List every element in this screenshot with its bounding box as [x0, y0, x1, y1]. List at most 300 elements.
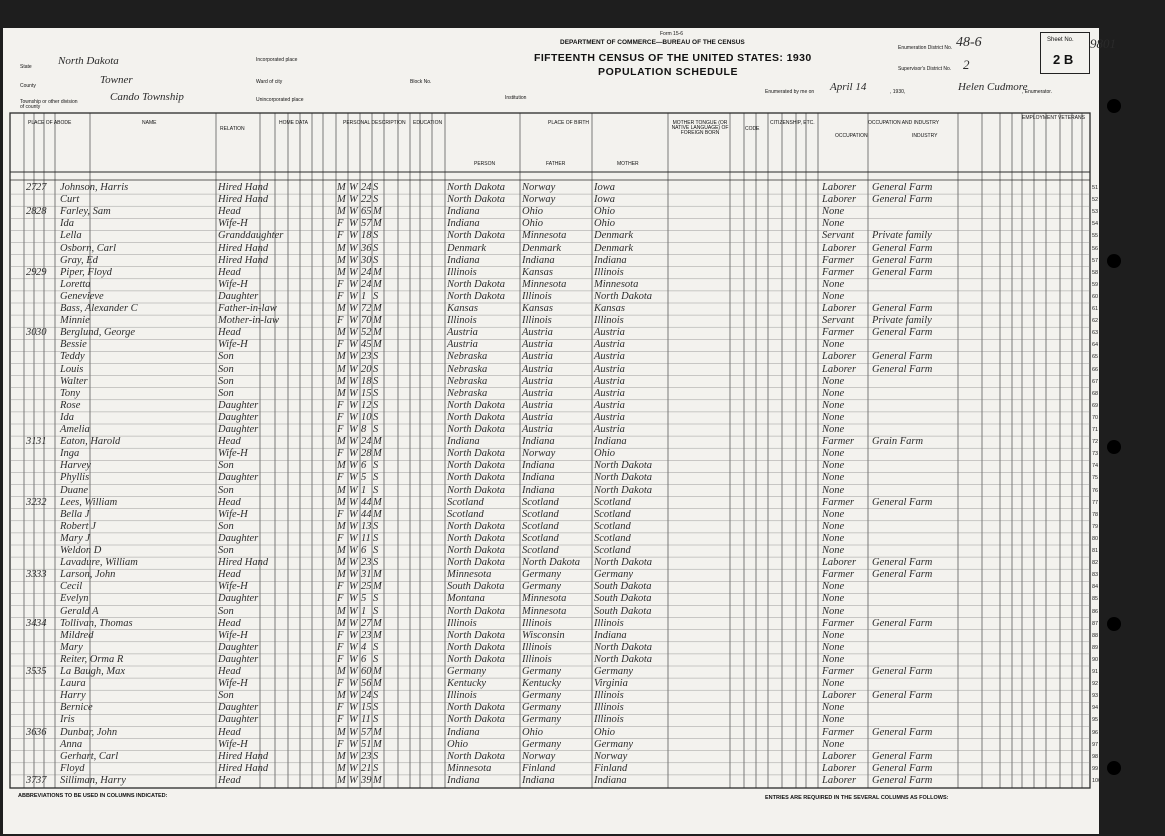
mother-birthplace: Scotland [594, 532, 631, 544]
head-mother: MOTHER [617, 161, 639, 167]
marital-status: M [373, 315, 382, 327]
father-birthplace: Austria [522, 375, 553, 387]
occupation: None [822, 641, 845, 653]
mother-birthplace: Scotland [594, 545, 631, 556]
dwelling-number: 34 [26, 617, 37, 629]
industry: General Farm [872, 557, 933, 569]
race: W [349, 242, 358, 254]
mother-birthplace: Illinois [594, 690, 624, 702]
father-birthplace: Kansas [522, 266, 553, 278]
race: W [349, 545, 358, 556]
family-number: 27 [36, 182, 47, 193]
father-birthplace: Germany [522, 581, 562, 593]
table-row [0, 727, 1165, 739]
row-number: 87 [1092, 620, 1099, 627]
sheet-value: 2 B [1053, 52, 1074, 67]
group-home-data: HOME DATA [279, 120, 308, 126]
mother-birthplace: South Dakota [594, 593, 652, 605]
township-label: Township or other division of county [20, 99, 78, 110]
sex: F [337, 411, 344, 423]
mother-birthplace: Austria [594, 424, 625, 435]
race: W [349, 448, 358, 460]
relationship: Head [218, 569, 241, 581]
relationship: Son [218, 363, 234, 375]
birthplace: North Dakota [447, 641, 506, 653]
mother-birthplace: Norway [594, 750, 628, 762]
person-name: Ida [60, 218, 74, 230]
relationship: Son [218, 460, 234, 472]
race: W [349, 617, 358, 629]
mother-birthplace: Austria [594, 387, 625, 399]
occupation: Farmer [822, 617, 855, 629]
father-birthplace: Scotland [522, 520, 559, 532]
entries-note: ENTRIES ARE REQUIRED IN THE SEVERAL COLUMNS AS FOLLOWS: [765, 795, 949, 801]
occupation: Farmer [822, 254, 855, 266]
row-number: 64 [1092, 342, 1099, 349]
person-name: Phyllis [60, 472, 90, 484]
race: W [349, 726, 358, 738]
age: 24 [361, 278, 372, 290]
occupation: None [822, 424, 845, 435]
age: 23 [361, 750, 372, 762]
institution-label: Institution [505, 95, 527, 101]
father-birthplace: Wisconsin [522, 629, 565, 641]
occupation: None [822, 206, 845, 218]
person-name: Gerhart, Carl [60, 750, 119, 762]
occupation: None [822, 593, 845, 605]
birthplace: Indiana [447, 254, 480, 266]
row-number: 93 [1092, 693, 1099, 700]
dwelling-number: 30 [26, 327, 37, 339]
marital-status: M [373, 448, 382, 460]
marital-status: M [373, 726, 382, 738]
family-number: 35 [36, 666, 47, 677]
dwelling-number: 32 [26, 496, 37, 508]
relationship: Granddaughter [218, 230, 284, 242]
race: W [349, 339, 358, 351]
row-number: 97 [1092, 741, 1099, 748]
father-birthplace: Norway [522, 182, 556, 193]
sex: F [337, 399, 344, 411]
county-label: County [20, 83, 36, 89]
father-birthplace: Germany [522, 569, 562, 581]
occupation: None [822, 605, 845, 617]
table-row [0, 666, 1165, 678]
industry: General Farm [872, 774, 933, 786]
occupation: Servant [822, 315, 855, 327]
age: 57 [361, 726, 372, 738]
age: 52 [361, 327, 372, 339]
family-number: 33 [36, 569, 47, 581]
birthplace: Germany [447, 666, 487, 677]
person-name: Amelia [60, 424, 90, 435]
age: 20 [361, 363, 372, 375]
industry: General Farm [872, 690, 933, 702]
birthplace: Scotland [447, 508, 484, 520]
race: W [349, 653, 358, 665]
birthplace: North Dakota [447, 460, 506, 472]
table-row [0, 739, 1165, 751]
group-code: CODE [745, 126, 760, 132]
marital-status: M [373, 218, 382, 230]
marital-status: S [373, 605, 379, 617]
dwelling-number: 36 [26, 726, 37, 738]
father-birthplace: Scotland [522, 496, 559, 508]
father-birthplace: Kentucky [522, 678, 562, 690]
ed-label: Enumeration District No. [898, 45, 953, 51]
family-number: 28 [36, 206, 47, 218]
birthplace: Indiana [447, 726, 480, 738]
row-number: 99 [1092, 765, 1099, 772]
mother-birthplace: North Dakota [594, 484, 653, 496]
birthplace: North Dakota [447, 399, 506, 411]
relationship: Hired Hand [218, 557, 269, 569]
person-name: Walter [60, 375, 88, 387]
age: 1 [361, 290, 367, 302]
dwelling-number: 28 [26, 206, 37, 218]
occupation: None [822, 375, 845, 387]
birthplace: Nebraska [447, 351, 488, 363]
sex: M [337, 569, 346, 581]
table-row [0, 678, 1165, 690]
relationship: Daughter [218, 424, 259, 435]
relationship: Daughter [218, 593, 259, 605]
mother-birthplace: North Dakota [594, 460, 653, 472]
race: W [349, 666, 358, 677]
row-number: 69 [1092, 402, 1099, 409]
relationship: Son [218, 375, 234, 387]
birthplace: Indiana [447, 774, 480, 786]
relationship: Daughter [218, 290, 259, 302]
age: 24 [361, 266, 372, 278]
schedule-title: POPULATION SCHEDULE [598, 66, 739, 78]
person-name: Tony [60, 387, 81, 399]
marital-status: S [373, 750, 379, 762]
age: 22 [361, 194, 372, 206]
dwelling-number: 27 [26, 182, 37, 193]
mother-birthplace: North Dakota [594, 641, 653, 653]
person-name: Teddy [60, 351, 85, 363]
father-birthplace: North Dakota [522, 557, 581, 569]
age: 27 [361, 617, 372, 629]
head-industry: INDUSTRY [912, 133, 938, 139]
table-row [0, 230, 1165, 242]
row-number: 68 [1092, 390, 1099, 397]
row-number: 88 [1092, 632, 1099, 639]
row-number: 98 [1092, 753, 1099, 760]
person-name: Reiter, Orma R [60, 653, 124, 665]
mother-birthplace: Germany [594, 738, 634, 750]
state-value: North Dakota [58, 55, 119, 67]
group-employment: EMPLOYMENT [1022, 115, 1058, 121]
mother-birthplace: Finland [594, 762, 628, 774]
abbreviations-title: ABBREVIATIONS TO BE USED IN COLUMNS INDICATED: [18, 793, 168, 799]
marital-status: M [373, 508, 382, 520]
father-birthplace: Illinois [522, 290, 552, 302]
mother-birthplace: Austria [594, 339, 625, 351]
person-name: Silliman, Harry [60, 774, 126, 786]
occupation: None [822, 484, 845, 496]
sex: F [337, 508, 344, 520]
sex: F [337, 218, 344, 230]
table-row [0, 509, 1165, 521]
occupation: Farmer [822, 266, 855, 278]
table-row [0, 424, 1165, 436]
birthplace: Illinois [447, 690, 477, 702]
row-number: 52 [1092, 197, 1099, 204]
industry: Private family [872, 315, 932, 327]
table-row [0, 267, 1165, 279]
occupation: None [822, 290, 845, 302]
table-row [0, 618, 1165, 630]
sex: M [337, 194, 346, 206]
age: 65 [361, 206, 372, 218]
race: W [349, 690, 358, 702]
occupation: Laborer [822, 182, 857, 193]
occupation: Farmer [822, 436, 855, 448]
person-name: Iris [60, 714, 75, 726]
table-row [0, 400, 1165, 412]
row-number: 63 [1092, 330, 1099, 337]
table-row [0, 763, 1165, 775]
group-name: NAME [142, 120, 157, 126]
person-name: Bass, Alexander C [60, 303, 138, 314]
race: W [349, 605, 358, 617]
birthplace: Illinois [447, 617, 477, 629]
marital-status: S [373, 702, 379, 714]
father-birthplace: Austria [522, 363, 553, 375]
age: 23 [361, 557, 372, 569]
race: W [349, 508, 358, 520]
mother-birthplace: South Dakota [594, 581, 652, 593]
relationship: Daughter [218, 532, 259, 544]
family-number: 34 [36, 617, 47, 629]
birthplace: Kentucky [447, 678, 487, 690]
person-name: Floyd [60, 762, 85, 774]
sex: F [337, 653, 344, 665]
birthplace: Minnesota [447, 762, 492, 774]
race: W [349, 218, 358, 230]
relationship: Son [218, 690, 234, 702]
mother-birthplace: Indiana [594, 254, 627, 266]
race: W [349, 762, 358, 774]
ward-label: Ward of city [256, 79, 283, 85]
race: W [349, 399, 358, 411]
mother-birthplace: Illinois [594, 714, 624, 726]
table-row [0, 194, 1165, 206]
father-birthplace: Indiana [522, 484, 555, 496]
mother-birthplace: Illinois [594, 702, 624, 714]
row-number: 76 [1092, 487, 1099, 494]
person-name: Minnie [60, 315, 90, 327]
age: 36 [361, 242, 372, 254]
birthplace: North Dakota [447, 702, 506, 714]
father-birthplace: Germany [522, 738, 562, 750]
age: 45 [361, 339, 372, 351]
industry: General Farm [872, 194, 933, 206]
marital-status: M [373, 266, 382, 278]
race: W [349, 278, 358, 290]
race: W [349, 714, 358, 726]
sex: F [337, 714, 344, 726]
dwelling-number: 33 [26, 569, 37, 581]
occupation: Laborer [822, 194, 857, 206]
age: 30 [361, 254, 372, 266]
age: 10 [361, 411, 372, 423]
table-row [0, 485, 1165, 497]
occupation: None [822, 629, 845, 641]
person-name: Harry [60, 690, 86, 702]
industry: General Farm [872, 726, 933, 738]
sex: M [337, 617, 346, 629]
marital-status: S [373, 182, 379, 193]
sex: M [337, 520, 346, 532]
race: W [349, 266, 358, 278]
occupation: Laborer [822, 557, 857, 569]
row-number: 78 [1092, 511, 1099, 518]
occupation: None [822, 460, 845, 472]
table-row [0, 255, 1165, 267]
sex: F [337, 290, 344, 302]
table-row [0, 521, 1165, 533]
father-birthplace: Ohio [522, 206, 543, 218]
marital-status: S [373, 242, 379, 254]
mother-birthplace: Indiana [594, 436, 627, 448]
father-birthplace: Minnesota [522, 593, 567, 605]
father-birthplace: Denmark [522, 242, 562, 254]
father-birthplace: Austria [522, 411, 553, 423]
relationship: Head [218, 774, 241, 786]
group-mother-tongue: MOTHER TONGUE (OR NATIVE LANGUAGE) OF FOREIGN BORN [671, 120, 729, 136]
table-row [0, 714, 1165, 726]
race: W [349, 460, 358, 472]
marital-status: M [373, 303, 382, 314]
person-name: Piper, Floyd [60, 266, 112, 278]
person-name: Louis [60, 363, 84, 375]
row-number: 73 [1092, 451, 1099, 458]
age: 8 [361, 424, 367, 435]
industry: General Farm [872, 266, 933, 278]
marital-status: S [373, 557, 379, 569]
family-number: 30 [36, 327, 47, 339]
relationship: Daughter [218, 411, 259, 423]
relationship: Daughter [218, 714, 259, 726]
relationship: Hired Hand [218, 750, 269, 762]
table-row [0, 751, 1165, 763]
race: W [349, 387, 358, 399]
occupation: Farmer [822, 726, 855, 738]
industry: General Farm [872, 617, 933, 629]
row-number: 75 [1092, 475, 1099, 482]
group-personal-description: PERSONAL DESCRIPTION [343, 120, 406, 126]
age: 11 [361, 714, 371, 726]
race: W [349, 569, 358, 581]
mother-birthplace: Virginia [594, 678, 628, 690]
marital-status: S [373, 472, 379, 484]
age: 1 [361, 484, 367, 496]
row-number: 58 [1092, 269, 1099, 276]
father-birthplace: Indiana [522, 774, 555, 786]
row-number: 77 [1092, 499, 1099, 506]
mother-birthplace: Denmark [594, 230, 634, 242]
table-row [0, 218, 1165, 230]
birthplace: North Dakota [447, 411, 506, 423]
birthplace: North Dakota [447, 532, 506, 544]
relationship: Daughter [218, 472, 259, 484]
county-value: Towner [100, 74, 133, 86]
marital-status: S [373, 387, 379, 399]
industry: General Farm [872, 569, 933, 581]
family-number: 32 [36, 496, 47, 508]
relationship: Hired Hand [218, 194, 269, 206]
family-number: 29 [36, 266, 47, 278]
occupation: None [822, 653, 845, 665]
race: W [349, 557, 358, 569]
birthplace: North Dakota [447, 520, 506, 532]
row-number: 81 [1092, 548, 1099, 554]
person-name: Evelyn [60, 593, 89, 605]
relationship: Hired Hand [218, 242, 269, 254]
person-name: Berglund, George [60, 327, 136, 339]
enumerated-date: April 14 [830, 81, 867, 93]
age: 31 [361, 569, 372, 581]
mother-birthplace: Illinois [594, 617, 624, 629]
person-name: Gray, Ed [60, 254, 98, 266]
sex: F [337, 339, 344, 351]
birthplace: North Dakota [447, 278, 506, 290]
race: W [349, 194, 358, 206]
birthplace: South Dakota [447, 581, 505, 593]
relationship: Father-in-law [218, 303, 277, 314]
birthplace: North Dakota [447, 714, 506, 726]
person-name: Tollivan, Thomas [60, 617, 133, 629]
mother-birthplace: Austria [594, 327, 625, 339]
marital-status: S [373, 460, 379, 472]
row-number: 85 [1092, 596, 1099, 603]
row-number: 70 [1092, 414, 1099, 421]
table-row [0, 569, 1165, 581]
family-number: 31 [36, 436, 47, 448]
industry: Grain Farm [872, 436, 924, 448]
row-number: 66 [1092, 366, 1099, 373]
birthplace: North Dakota [447, 182, 506, 193]
age: 12 [361, 399, 372, 411]
mother-birthplace: Illinois [594, 315, 624, 327]
race: W [349, 411, 358, 423]
table-row [0, 351, 1165, 363]
race: W [349, 315, 358, 327]
marital-status: S [373, 762, 379, 774]
person-name: Mildred [60, 629, 94, 641]
person-name: Laura [60, 678, 86, 690]
marital-status: M [373, 278, 382, 290]
person-name: Harvey [60, 460, 91, 472]
person-name: Johnson, Harris [60, 182, 129, 193]
row-number: 57 [1092, 257, 1099, 264]
sex: M [337, 242, 346, 254]
department-line: DEPARTMENT OF COMMERCE—BUREAU OF THE CENSUS [560, 39, 745, 46]
sex: F [337, 738, 344, 750]
marital-status: M [373, 581, 382, 593]
sex: F [337, 278, 344, 290]
sex: F [337, 424, 344, 435]
race: W [349, 581, 358, 593]
birthplace: North Dakota [447, 230, 506, 242]
sd-label: Supervisor's District No. [898, 66, 952, 72]
occupation: None [822, 339, 845, 351]
occupation: Laborer [822, 242, 857, 254]
sex: F [337, 230, 344, 242]
